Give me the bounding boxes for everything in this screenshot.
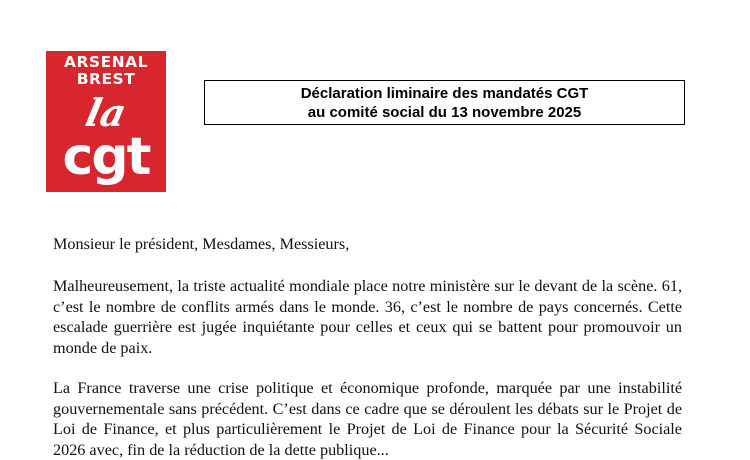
logo-cgt: cgt	[62, 127, 150, 187]
paragraph-1: Malheureusement, la triste actualité mondiale place notre ministère sur le devant de la scène. 61, c’est le nombre de conflits armés dans le monde. 36, c’est le nombre de pays concernés. Cette escalade guerrière est jugée inquiétante pour celles et ceux qui se battent pour promouvoir un monde de paix.	[53, 277, 682, 357]
salutation: Monsieur le président, Mesdames, Messieurs,	[53, 235, 350, 253]
logo-line-brest: BREST	[76, 70, 136, 88]
title-line-2: au comité social du 13 novembre 2025	[307, 103, 582, 121]
cgt-logo	[46, 51, 166, 192]
title-box	[204, 80, 685, 125]
title-line-1: Déclaration liminaire des mandatés CGT	[300, 84, 589, 102]
logo-line-arsenal: ARSENAL	[63, 53, 149, 71]
paragraph-2: La France traverse une crise politique et économique profonde, marquée par une instabilité gouvernementale sans précédent. C’est dans ce cadre que se déroulent les débats sur le Projet de Loi de Finance, et plus particulièrement le Projet de Loi de Finance pour la Sécurité Sociale 2026 avec, fin de la réduction de la dette publique...	[53, 379, 682, 459]
logo-la: la	[81, 90, 131, 135]
logo-header	[46, 54, 166, 88]
